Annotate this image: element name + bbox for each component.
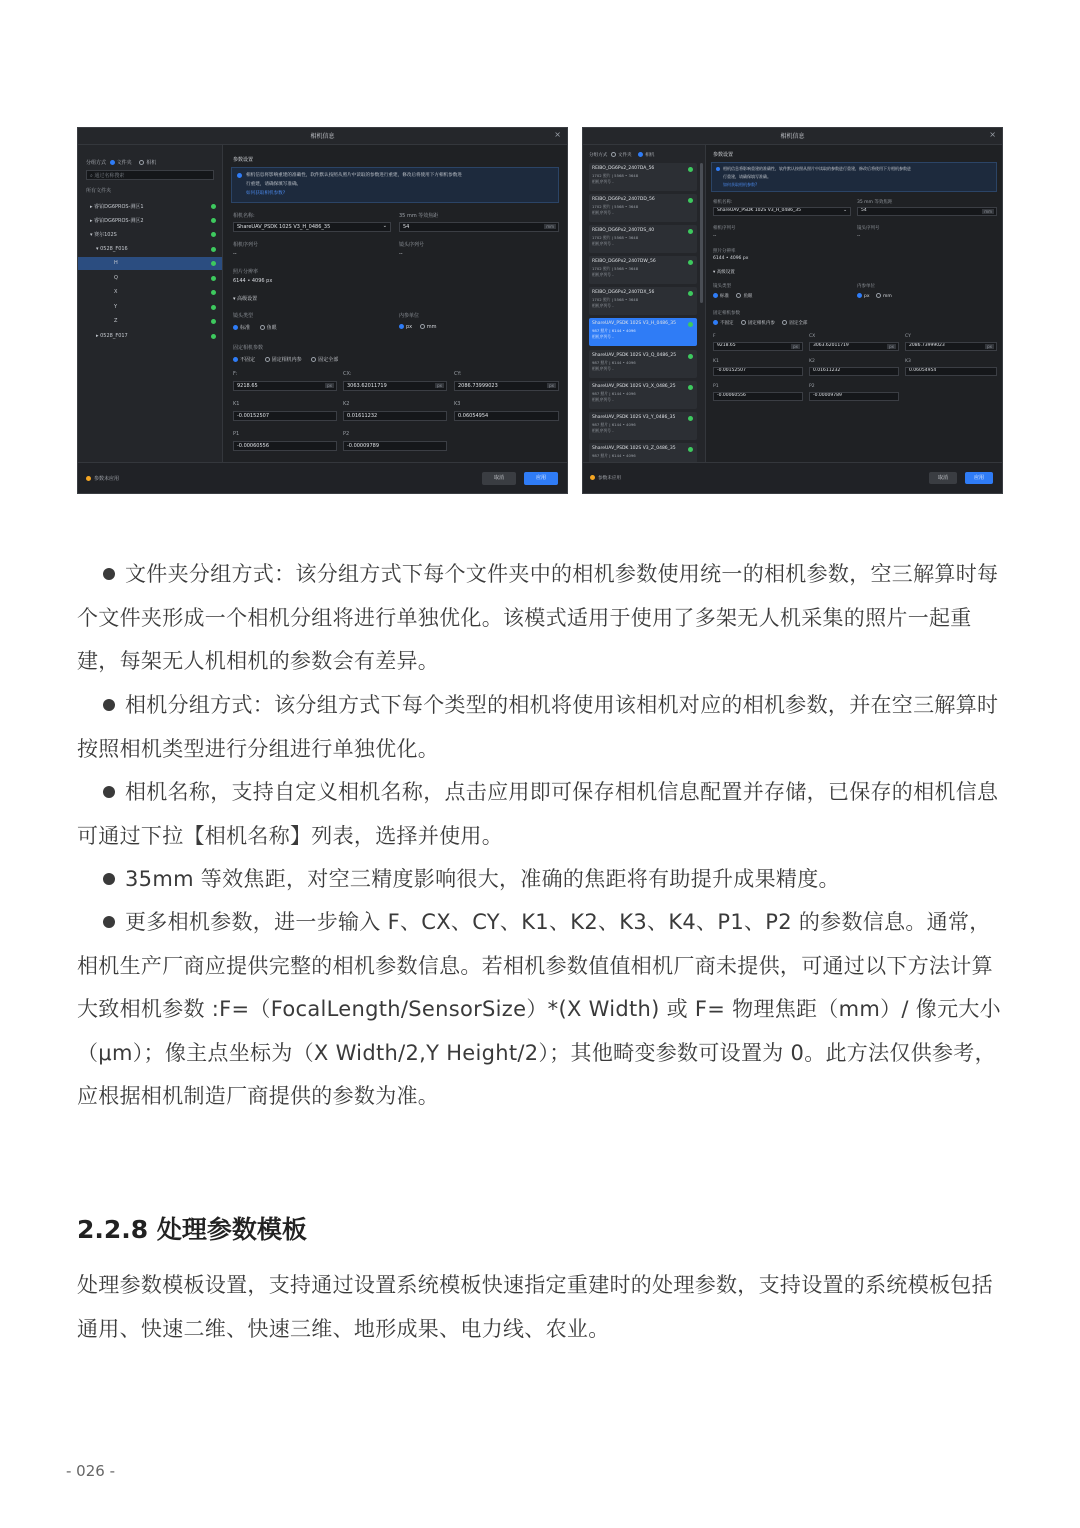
intrinsic-unit-label: 内参单位 bbox=[857, 284, 875, 289]
status-dot bbox=[211, 218, 216, 223]
advanced-toggle[interactable]: ▾ 高级设置 bbox=[713, 270, 735, 275]
unit-tag: px bbox=[327, 383, 332, 388]
status-dot bbox=[688, 167, 693, 172]
status-indicator bbox=[590, 475, 621, 481]
section-heading: 2.2.8 处理参数模板 bbox=[77, 1215, 307, 1244]
parameter-panel bbox=[706, 145, 1002, 462]
camera-card-serial: 相机序列号 - bbox=[592, 303, 614, 308]
camera-card-serial: 相机序列号 - bbox=[592, 334, 614, 339]
camera-card-meta: 1702 照片 | 5568 • 3648 bbox=[592, 204, 639, 209]
search-icon: ⌕ bbox=[90, 173, 93, 179]
k2-label: K2 bbox=[809, 359, 815, 364]
p1-label: P1 bbox=[233, 431, 240, 437]
camera-card-meta: 987 照片 | 6144 • 4096 bbox=[592, 422, 636, 427]
group-opt-folder[interactable]: 文件夹 bbox=[116, 160, 132, 166]
k2-input[interactable] bbox=[809, 367, 899, 376]
fix-none-label[interactable]: 不固定 bbox=[720, 321, 734, 326]
unit-px-label[interactable]: px bbox=[406, 324, 413, 330]
cx-input[interactable] bbox=[809, 342, 899, 351]
tree-item[interactable]: Z bbox=[78, 315, 222, 328]
cx-value: 3063.62011719 bbox=[347, 383, 387, 389]
focal35-input[interactable] bbox=[857, 207, 997, 216]
unit-tag: px bbox=[793, 344, 798, 349]
camera-info-dialog-folder-mode bbox=[77, 127, 568, 494]
camera-card-name: REIBO_DG6Px2_2407DX_56 bbox=[592, 290, 655, 295]
resolution-label: 照片分辨率 bbox=[233, 269, 259, 275]
f-input[interactable] bbox=[233, 381, 337, 391]
status-dot bbox=[688, 198, 693, 203]
indent bbox=[77, 780, 103, 804]
advanced-toggle[interactable]: ▾ 高级设置 bbox=[233, 296, 258, 302]
camera-card-serial: 相机序列号 - bbox=[592, 428, 614, 433]
status-dot bbox=[688, 322, 693, 327]
status-dot bbox=[688, 416, 693, 421]
status-dot bbox=[211, 261, 216, 266]
paragraph-text: 文件夹分组方式：该分组方式下每个文件夹中的相机参数使用统一的相机参数，空三解算时每个文件夹形成一个相机分组将进行单独优化。该模式适用于使用了多架无人机采集的照片一起重建，每架无人机相机的参数会有差异。 bbox=[77, 562, 999, 673]
p2-label: P2 bbox=[809, 384, 815, 389]
close-icon[interactable]: × bbox=[989, 130, 996, 139]
k3-label: K3 bbox=[454, 401, 461, 407]
camera-card-name: ShareUAV_PSDK 102S V3_Y_0486_35 bbox=[592, 415, 676, 420]
group-mode-row bbox=[589, 152, 654, 158]
k1-value: -0.00152507 bbox=[717, 368, 746, 373]
status-dot bbox=[211, 247, 216, 252]
camera-card-meta: 1702 照片 | 5568 • 3648 bbox=[592, 235, 639, 240]
status-dot bbox=[688, 291, 693, 296]
paragraph-folder-grouping bbox=[77, 553, 1003, 684]
lens-fisheye-label[interactable]: 鱼眼 bbox=[266, 325, 277, 331]
all-folders-label: 所有文件夹 bbox=[86, 188, 112, 194]
p1-value: -0.00060556 bbox=[717, 393, 746, 398]
radio-folder[interactable] bbox=[611, 152, 616, 157]
unit-mm-label[interactable]: mm bbox=[882, 294, 892, 299]
fix-all-label[interactable]: 固定全部 bbox=[318, 357, 339, 363]
p2-value: -0.00009789 bbox=[813, 393, 842, 398]
info-banner bbox=[711, 162, 997, 192]
k1-label: K1 bbox=[713, 359, 719, 364]
p1-input[interactable] bbox=[233, 441, 337, 451]
close-icon[interactable]: × bbox=[554, 130, 561, 139]
camera-card-name: REIBO_DG6Px2_2407DS_40 bbox=[592, 228, 655, 233]
cy-input[interactable] bbox=[454, 381, 559, 391]
unit-radios bbox=[857, 293, 892, 299]
camera-card-serial: 相机序列号 - bbox=[592, 179, 614, 184]
search-input[interactable] bbox=[86, 170, 214, 180]
group-mode-row bbox=[86, 159, 156, 166]
tree-item[interactable]: Q bbox=[78, 272, 222, 285]
apply-button[interactable]: 应用 bbox=[524, 472, 558, 485]
fixed-params-radios bbox=[713, 320, 807, 326]
lens-type-label: 镜头类型 bbox=[713, 284, 731, 289]
bullet-icon bbox=[103, 568, 115, 580]
resolution-label: 照片分辨率 bbox=[713, 249, 736, 254]
camera-serial-value: -- bbox=[233, 251, 237, 257]
paragraph-text: 处理参数模板设置，支持通过设置系统模板快速指定重建时的处理参数，支持设置的系统模板包括通用、快速二维、快速三维、地形成果、电力线、农业。 bbox=[77, 1273, 993, 1341]
camera-card-selected[interactable] bbox=[589, 318, 697, 346]
camera-info-dialog-camera-mode bbox=[582, 127, 1003, 494]
f-label: F: bbox=[233, 371, 238, 377]
camera-serial-label: 相机序列号 bbox=[233, 242, 259, 248]
status-indicator bbox=[86, 475, 119, 482]
camera-name-value: ShareUAV_PSDK 102S V3_H_0486_35 bbox=[237, 224, 331, 230]
paragraph-text: 相机分组方式：该分组方式下每个类型的相机将使用该相机对应的相机参数，并在空三解算时按照相机类型进行分组进行单独优化。 bbox=[77, 693, 999, 761]
info-text-line1: 相机信息将影响重建的准确性，软件默认按照从照片中读取的参数进行重建，修改后将使用下方相机参数进 bbox=[246, 173, 462, 178]
camera-serial-label: 相机序列号 bbox=[713, 226, 736, 231]
status-dot bbox=[211, 319, 216, 324]
p1-input[interactable] bbox=[713, 392, 803, 401]
status-text: 参数未应用 bbox=[94, 476, 120, 482]
unit-tag: mm bbox=[546, 224, 554, 229]
bullet-icon bbox=[103, 916, 115, 928]
bullet-icon bbox=[103, 873, 115, 885]
radio-fisheye[interactable] bbox=[736, 293, 741, 298]
radio-folder-selected[interactable] bbox=[110, 160, 115, 165]
tree-item[interactable]: ▸ 0528_F017 bbox=[78, 330, 222, 343]
focal35-input[interactable] bbox=[399, 222, 559, 232]
camera-card-name: ShareUAV_PSDK 102S V3_Q_0486_25 bbox=[592, 353, 677, 358]
f-input[interactable] bbox=[713, 342, 803, 351]
k3-value: 0.06054954 bbox=[909, 368, 937, 373]
camera-card-name: REIBO_DG6Px2_2407DD_56 bbox=[592, 197, 655, 202]
k1-label: K1 bbox=[233, 401, 240, 407]
camera-card-meta: 1702 照片 | 5568 • 3648 bbox=[592, 297, 639, 302]
lens-standard-label[interactable]: 标准 bbox=[240, 325, 251, 331]
resolution-value: 6144 • 4096 px bbox=[233, 278, 273, 284]
tree-item[interactable]: ▾ 0528_F016 bbox=[78, 243, 222, 256]
p2-value: -0.00009789 bbox=[347, 443, 380, 449]
paragraph-template bbox=[77, 1264, 1003, 1351]
radio-fix-none[interactable] bbox=[713, 320, 718, 325]
search-placeholder: 通过名称搜索 bbox=[94, 173, 125, 179]
unit-tag: mm bbox=[984, 209, 992, 214]
fix-intrinsic-label[interactable]: 固定相机内参 bbox=[747, 321, 775, 326]
paragraph-focal35 bbox=[77, 858, 1003, 902]
radio-fix-none[interactable] bbox=[233, 357, 238, 362]
page-number: - 026 - bbox=[66, 1462, 115, 1480]
lens-serial-label: 镜头序列号 bbox=[399, 242, 425, 248]
camera-name-label: 相机名称: bbox=[713, 200, 733, 205]
bullet-icon bbox=[103, 786, 115, 798]
unit-mm-label[interactable]: mm bbox=[426, 324, 437, 330]
scrollbar[interactable] bbox=[700, 163, 703, 303]
lens-fisheye-label[interactable]: 鱼眼 bbox=[743, 294, 753, 299]
p1-value: -0.00060556 bbox=[237, 443, 270, 449]
k1-input[interactable] bbox=[713, 367, 803, 376]
lens-type-radios bbox=[233, 324, 277, 331]
k2-input[interactable] bbox=[343, 411, 447, 421]
status-dot bbox=[211, 232, 216, 237]
k3-value: 0.06054954 bbox=[458, 413, 489, 419]
camera-name-select[interactable] bbox=[713, 207, 851, 216]
focal35-label: 35 mm 等效焦距 bbox=[399, 213, 439, 219]
k3-label: K3 bbox=[905, 359, 911, 364]
tree-item[interactable]: ▸ 睿铂DG6PROS-测区2 bbox=[78, 214, 222, 227]
radio-fix-intrinsic[interactable] bbox=[265, 357, 270, 362]
indent bbox=[77, 693, 103, 717]
cancel-button[interactable]: 取消 bbox=[929, 472, 957, 484]
camera-card[interactable] bbox=[589, 163, 697, 191]
lens-type-label: 镜头类型 bbox=[233, 313, 254, 319]
camera-card-meta: 987 照片 | 6144 • 4096 bbox=[592, 360, 636, 365]
info-text-line2: 行重建，请确保填写准确。 bbox=[723, 174, 771, 179]
camera-card-meta: 987 照片 | 6144 • 4096 bbox=[592, 453, 636, 458]
k3-input[interactable] bbox=[905, 367, 997, 376]
dialog-title: 相机信息 bbox=[780, 133, 805, 140]
focal35-value: 54 bbox=[403, 224, 410, 230]
group-opt-camera[interactable]: 相机 bbox=[645, 153, 655, 158]
warning-dot-icon bbox=[86, 476, 91, 481]
status-dot bbox=[211, 334, 216, 339]
chevron-down-icon: ⌄ bbox=[843, 208, 847, 213]
focal35-label: 35 mm 等效焦距 bbox=[857, 200, 893, 205]
camera-card[interactable] bbox=[589, 256, 697, 284]
status-text: 参数未应用 bbox=[598, 476, 621, 481]
paragraph-text: 35mm 等效焦距，对空三精度影响很大，准确的焦距将有助提升成果精度。 bbox=[125, 867, 840, 891]
info-text-line2: 行重建，请确保填写准确。 bbox=[246, 182, 302, 187]
indent bbox=[77, 562, 103, 586]
camera-card-meta: 987 照片 | 6144 • 4096 bbox=[592, 391, 636, 396]
camera-list-sidebar bbox=[583, 145, 706, 462]
camera-name-value: ShareUAV_PSDK 102S V3_H_0486_35 bbox=[717, 208, 801, 213]
dialog-footer bbox=[78, 462, 567, 493]
section-title: 参数设置 bbox=[713, 152, 734, 158]
camera-card-meta: 987 照片 | 6144 • 4096 bbox=[592, 328, 636, 333]
unit-tag: px bbox=[437, 383, 442, 388]
group-opt-folder[interactable]: 文件夹 bbox=[617, 153, 632, 158]
parameter-panel bbox=[223, 145, 567, 462]
resolution-value: 6144 • 4096 px bbox=[713, 256, 749, 261]
p2-label: P2 bbox=[343, 431, 350, 437]
intrinsic-unit-label: 内参单位 bbox=[399, 313, 420, 319]
f-value: 9218.65 bbox=[717, 343, 736, 348]
info-text-line1: 相机信息将影响重建的准确性，软件默认按照从照片中读取的参数进行重建，修改后将使用下方相机参数进 bbox=[723, 166, 911, 171]
dialog-titlebar bbox=[583, 128, 1002, 145]
tree-item[interactable]: ▸ 睿铂DG6PROS-测区1 bbox=[78, 200, 222, 213]
apply-button[interactable]: 应用 bbox=[965, 472, 993, 484]
radio-px[interactable] bbox=[857, 293, 862, 298]
k2-value: 0.01611232 bbox=[347, 413, 378, 419]
unit-tag: px bbox=[889, 344, 894, 349]
section-title: 参数设置 bbox=[233, 157, 254, 163]
cy-label: CY bbox=[905, 334, 911, 339]
radio-standard[interactable] bbox=[713, 293, 718, 298]
paragraph-camera-grouping bbox=[77, 684, 1003, 771]
radio-camera-selected[interactable] bbox=[638, 152, 643, 157]
tree-item[interactable]: X bbox=[78, 286, 222, 299]
dialog-footer bbox=[583, 462, 1002, 493]
camera-card[interactable] bbox=[589, 194, 697, 222]
group-mode-label: 分组方式 bbox=[86, 160, 107, 166]
tree-item-selected[interactable]: H bbox=[78, 257, 222, 270]
status-dot bbox=[688, 354, 693, 359]
fixed-params-label: 固定相机参数 bbox=[233, 345, 264, 351]
info-icon bbox=[716, 167, 720, 171]
k1-input[interactable] bbox=[233, 411, 337, 421]
info-banner bbox=[231, 167, 559, 203]
radio-fisheye[interactable] bbox=[260, 325, 265, 330]
camera-card-serial: 相机序列号 - bbox=[592, 210, 614, 215]
radio-camera[interactable] bbox=[139, 160, 144, 165]
camera-card-serial: 相机序列号 - bbox=[592, 366, 614, 371]
camera-card-name: ShareUAV_PSDK 102S V3_Z_0486_35 bbox=[592, 446, 676, 451]
dialog-title: 相机信息 bbox=[310, 133, 335, 140]
fix-none-label[interactable]: 不固定 bbox=[240, 357, 256, 363]
status-dot bbox=[688, 447, 693, 452]
lens-serial-value: -- bbox=[399, 251, 403, 257]
info-icon bbox=[237, 173, 242, 178]
status-dot bbox=[688, 260, 693, 265]
p2-input[interactable] bbox=[343, 441, 447, 451]
focal35-value: 54 bbox=[861, 208, 867, 213]
p2-input[interactable] bbox=[809, 392, 899, 401]
paragraph-more-params bbox=[77, 901, 1003, 1119]
camera-card-serial: 相机序列号 - bbox=[592, 397, 614, 402]
k2-value: 0.01611232 bbox=[813, 368, 841, 373]
k3-input[interactable] bbox=[454, 411, 559, 421]
lens-standard-label[interactable]: 标准 bbox=[720, 294, 729, 299]
indent bbox=[77, 910, 103, 934]
radio-fix-intrinsic[interactable] bbox=[741, 320, 746, 325]
camera-card[interactable] bbox=[589, 350, 697, 378]
fix-all-label[interactable]: 固定全部 bbox=[789, 321, 808, 326]
status-dot bbox=[211, 204, 216, 209]
camera-card-serial: 相机序列号 - bbox=[592, 241, 614, 246]
camera-card-name: ShareUAV_PSDK 102S V3_X_0486_25 bbox=[592, 384, 676, 389]
warning-dot-icon bbox=[590, 475, 595, 480]
fixed-params-label: 固定相机参数 bbox=[713, 311, 740, 316]
f-value: 9218.65 bbox=[237, 383, 258, 389]
lens-serial-label: 镜头序列号 bbox=[857, 226, 880, 231]
cx-input[interactable] bbox=[343, 381, 447, 391]
camera-name-label: 相机名称: bbox=[233, 213, 255, 219]
k2-label: K2 bbox=[343, 401, 350, 407]
cy-input[interactable] bbox=[905, 342, 997, 351]
indent bbox=[77, 867, 103, 891]
group-opt-camera[interactable]: 相机 bbox=[146, 160, 157, 166]
cx-label: CX bbox=[809, 334, 816, 339]
tree-item[interactable]: Y bbox=[78, 301, 222, 314]
camera-name-select[interactable] bbox=[233, 222, 391, 232]
cy-value: 2086.73999023 bbox=[458, 383, 498, 389]
camera-card[interactable] bbox=[589, 412, 697, 440]
unit-radios bbox=[399, 324, 436, 330]
group-mode-label: 分组方式 bbox=[589, 153, 608, 158]
group-sidebar bbox=[78, 145, 223, 462]
paragraph-text: 相机名称，支持自定义相机名称，点击应用即可保存相机信息配置并存储，已保存的相机信息可通过下拉【相机名称】列表，选择并使用。 bbox=[77, 780, 999, 848]
info-link[interactable]: 如何获取相机参数? bbox=[723, 182, 758, 187]
p1-label: P1 bbox=[713, 384, 719, 389]
paragraph-text: 更多相机参数，进一步输入 F、CX、CY、K1、K2、K3、K4、P1、P2 的参数信息。通常，相机生产厂商应提供完整的相机参数信息。若相机参数值值相机厂商未提供，可通过以下方法计算大致相机参数 :F=（FocalLength/SensorSize）*(X Width) 或 F= 物理焦距（mm）/ 像元大小（μm）；像主点坐标为（X Width/2,Y Height/2）；其他畸变参数可设置为 0。此方法仅供参考，应根据相机制造厂商提供的参数为准。 bbox=[77, 910, 1001, 1108]
status-dot bbox=[211, 276, 216, 281]
radio-fix-all[interactable] bbox=[782, 320, 787, 325]
camera-card[interactable] bbox=[589, 287, 697, 315]
unit-tag: px bbox=[549, 383, 554, 388]
cy-label: CY: bbox=[454, 371, 462, 377]
camera-card-name: REIBO_DG6Px2_2407DW_56 bbox=[592, 259, 656, 264]
unit-px-label[interactable]: px bbox=[864, 294, 870, 299]
cy-value: 2086.73999023 bbox=[909, 343, 945, 348]
radio-standard[interactable] bbox=[233, 325, 238, 330]
lens-serial-value: -- bbox=[857, 234, 861, 239]
status-dot bbox=[211, 305, 216, 310]
lens-type-radios bbox=[713, 293, 752, 299]
paragraph-camera-name bbox=[77, 771, 1003, 858]
fixed-params-radios bbox=[233, 356, 338, 363]
cx-value: 3063.62011719 bbox=[813, 343, 849, 348]
dialog-titlebar bbox=[78, 128, 567, 145]
radio-mm[interactable] bbox=[420, 324, 425, 329]
k1-value: -0.00152507 bbox=[237, 413, 270, 419]
status-dot bbox=[688, 385, 693, 390]
info-link[interactable]: 如何获取相机参数? bbox=[246, 191, 286, 196]
fix-intrinsic-label[interactable]: 固定相机内参 bbox=[271, 357, 302, 363]
radio-fix-all[interactable] bbox=[311, 357, 316, 362]
camera-card-serial: 相机序列号 - bbox=[592, 272, 614, 277]
camera-card[interactable] bbox=[589, 381, 697, 409]
cx-label: CX: bbox=[343, 371, 352, 377]
unit-tag: px bbox=[987, 344, 992, 349]
f-label: F bbox=[713, 334, 716, 339]
camera-serial-value: -- bbox=[713, 234, 717, 239]
status-dot bbox=[211, 290, 216, 295]
camera-card-name: ShareUAV_PSDK 102S V3_H_0486_35 bbox=[592, 321, 676, 326]
camera-card-meta: 1702 照片 | 5568 • 3648 bbox=[592, 173, 639, 178]
status-dot bbox=[688, 229, 693, 234]
camera-card[interactable] bbox=[589, 225, 697, 253]
radio-mm[interactable] bbox=[876, 293, 881, 298]
chevron-down-icon: ⌄ bbox=[382, 223, 387, 229]
camera-card-name: REIBO_DG6Px2_2407DA_56 bbox=[592, 166, 655, 171]
camera-card-meta: 1702 照片 | 5568 • 3648 bbox=[592, 266, 639, 271]
bullet-icon bbox=[103, 699, 115, 711]
cancel-button[interactable]: 取消 bbox=[482, 472, 516, 485]
tree-item[interactable]: ▾ 赛尔102S bbox=[78, 228, 222, 241]
radio-px[interactable] bbox=[399, 324, 404, 329]
